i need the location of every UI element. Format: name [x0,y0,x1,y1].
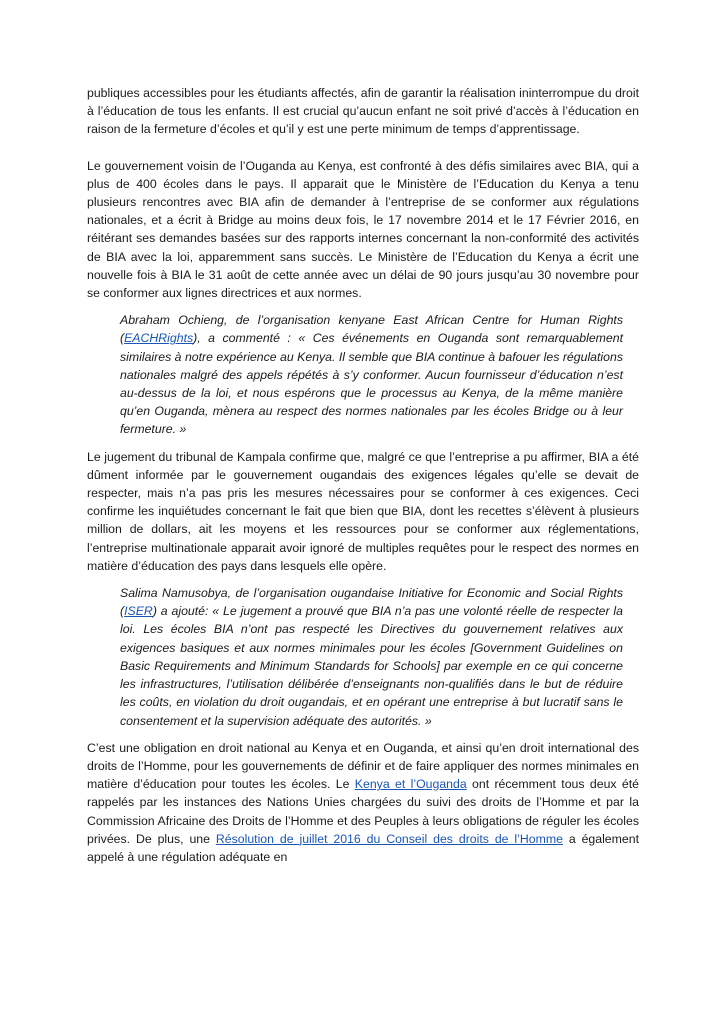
paragraph-access-continuity: publiques accessibles pour les étudiants affectés, afin de garantir la réalisation ininterrompue du droit à l’éducation de tous les enfants. Il est crucial qu’aucun enfant ne soit privé d’accès à l’éducation en raison de la fermeture d’écoles et qu’il y est une perte minimum de temps d’apprentissage. [87,86,639,137]
quote-eachrights-intro: Abraham Ochieng, de l’organisation kenyane East African Centre for Human Rights ( [120,313,623,346]
document-page [87,84,639,884]
obligation-text-start: C’est une obligation en droit national au Kenya et en Ouganda, et ainsi qu’en droit international des droits de l’Homme, pour les gouvernements de définir et de faire appliquer des normes minimales en matière d’éducation pour toutes les écoles. Le [87,740,639,792]
quote-iser-intro: Salima Namusobya, de l’organisation ougandaise Initiative for Economic and Social Rights ( [120,586,623,619]
obligation-text-middle: ont récemment tous deux été rappelés par les instances des Nations Unies chargées du suivi des droits de l’Homme et par la Commission Africaine des Droits de l’Homme et des Peuples à leurs obligations de réguler les écoles privées. De plus, une [87,777,639,846]
quote-iser-text: ) a ajouté: « Le jugement a prouvé que BIA n’a pas une volonté réelle de respecter la loi. Les écoles BIA n’ont pas respecté les Directives du gouvernement relatives aux exigences basiques et aux normes minimales pour les écoles [Government Guidelines on Basic Requirements and Minimum Standards for Schools] par exemple en ce qui concerne les infrastructures, l’utilisation délibérée d’enseignants non-qualifiés dans le but de réduire les coûts, en violation du droit ougandais, et en opérant une entreprise à but lucratif sans le consentement et la supervision adéquate des autorités. » [120,604,623,728]
kenya-uganda-link[interactable]: Kenya et l’Ouganda [354,777,467,792]
quote-eachrights [120,311,623,438]
iser-link[interactable]: ISER [124,604,153,619]
quote-eachrights-text: ), a commenté : « Ces événements en Ouganda sont remarquablement similaires à notre expérience au Kenya. Il semble que BIA continue à bafouer les régulations nationales malgré des appels répétés à s’y conformer. Aucun fournisseur d’éducation n’est au-dessus de la loi, et nous espérons que le processus au Kenya, de la même manière qu’en Ouganda, mènera au respect des normes nationales par les écoles Bridge ou à leur fermeture. » [120,331,623,437]
paragraph-kenya-government: Le gouvernement voisin de l’Ouganda au Kenya, est confronté à des défis similaires avec BIA, qui a plus de 400 écoles dans le pays. Il apparait que le Ministère de l’Education du Kenya a tenu plusieurs rencontres avec BIA afin de demander à l’entreprise de se conformer aux régulations nationales, et a écrit à Bridge au moins deux fois, le 17 novembre 2014 et le 17 Février 2016, en réitérant ses demandes basées sur des rapports internes concernant la non-conformité des activités de BIA avec la loi, apparemment sans succès. Le Ministère de l’Education du Kenya a écrit une nouvelle fois à BIA le 31 août de cette année avec un délai de 90 jours jusqu’au 30 novembre pour se conformer aux lignes directrices et aux normes. [87,158,639,301]
hrc-resolution-link[interactable]: Résolution de juillet 2016 du Conseil des droits de l’Homme [215,831,563,846]
quote-iser [120,584,623,730]
eachrights-link[interactable]: EACHRights [124,331,194,346]
paragraph-national-obligation [87,739,639,866]
paragraph-kampala-judgment: Le jugement du tribunal de Kampala confirme que, malgré ce que l’entreprise a pu affirmer, BIA a été dûment informée par le gouvernement ougandais des exigences légales qu’elle se devait de respecter, mais n’a pas pris les mesures nécessaires pour se conformer à ces exigences. Ceci confirme les inquiétudes concernant le fait que bien que BIA, dont les recettes s’élèvent à plusieurs million de dollars, ait les moyens et les ressources pour se conformer aux réglementations, l’entreprise multinationale apparait avoir ignoré de multiples requêtes pour le respect des normes en matière d’éducation des pays dans lesquels elle opère. [87,449,639,573]
obligation-text-end: a également appelé à une régulation adéquate en [87,831,639,864]
